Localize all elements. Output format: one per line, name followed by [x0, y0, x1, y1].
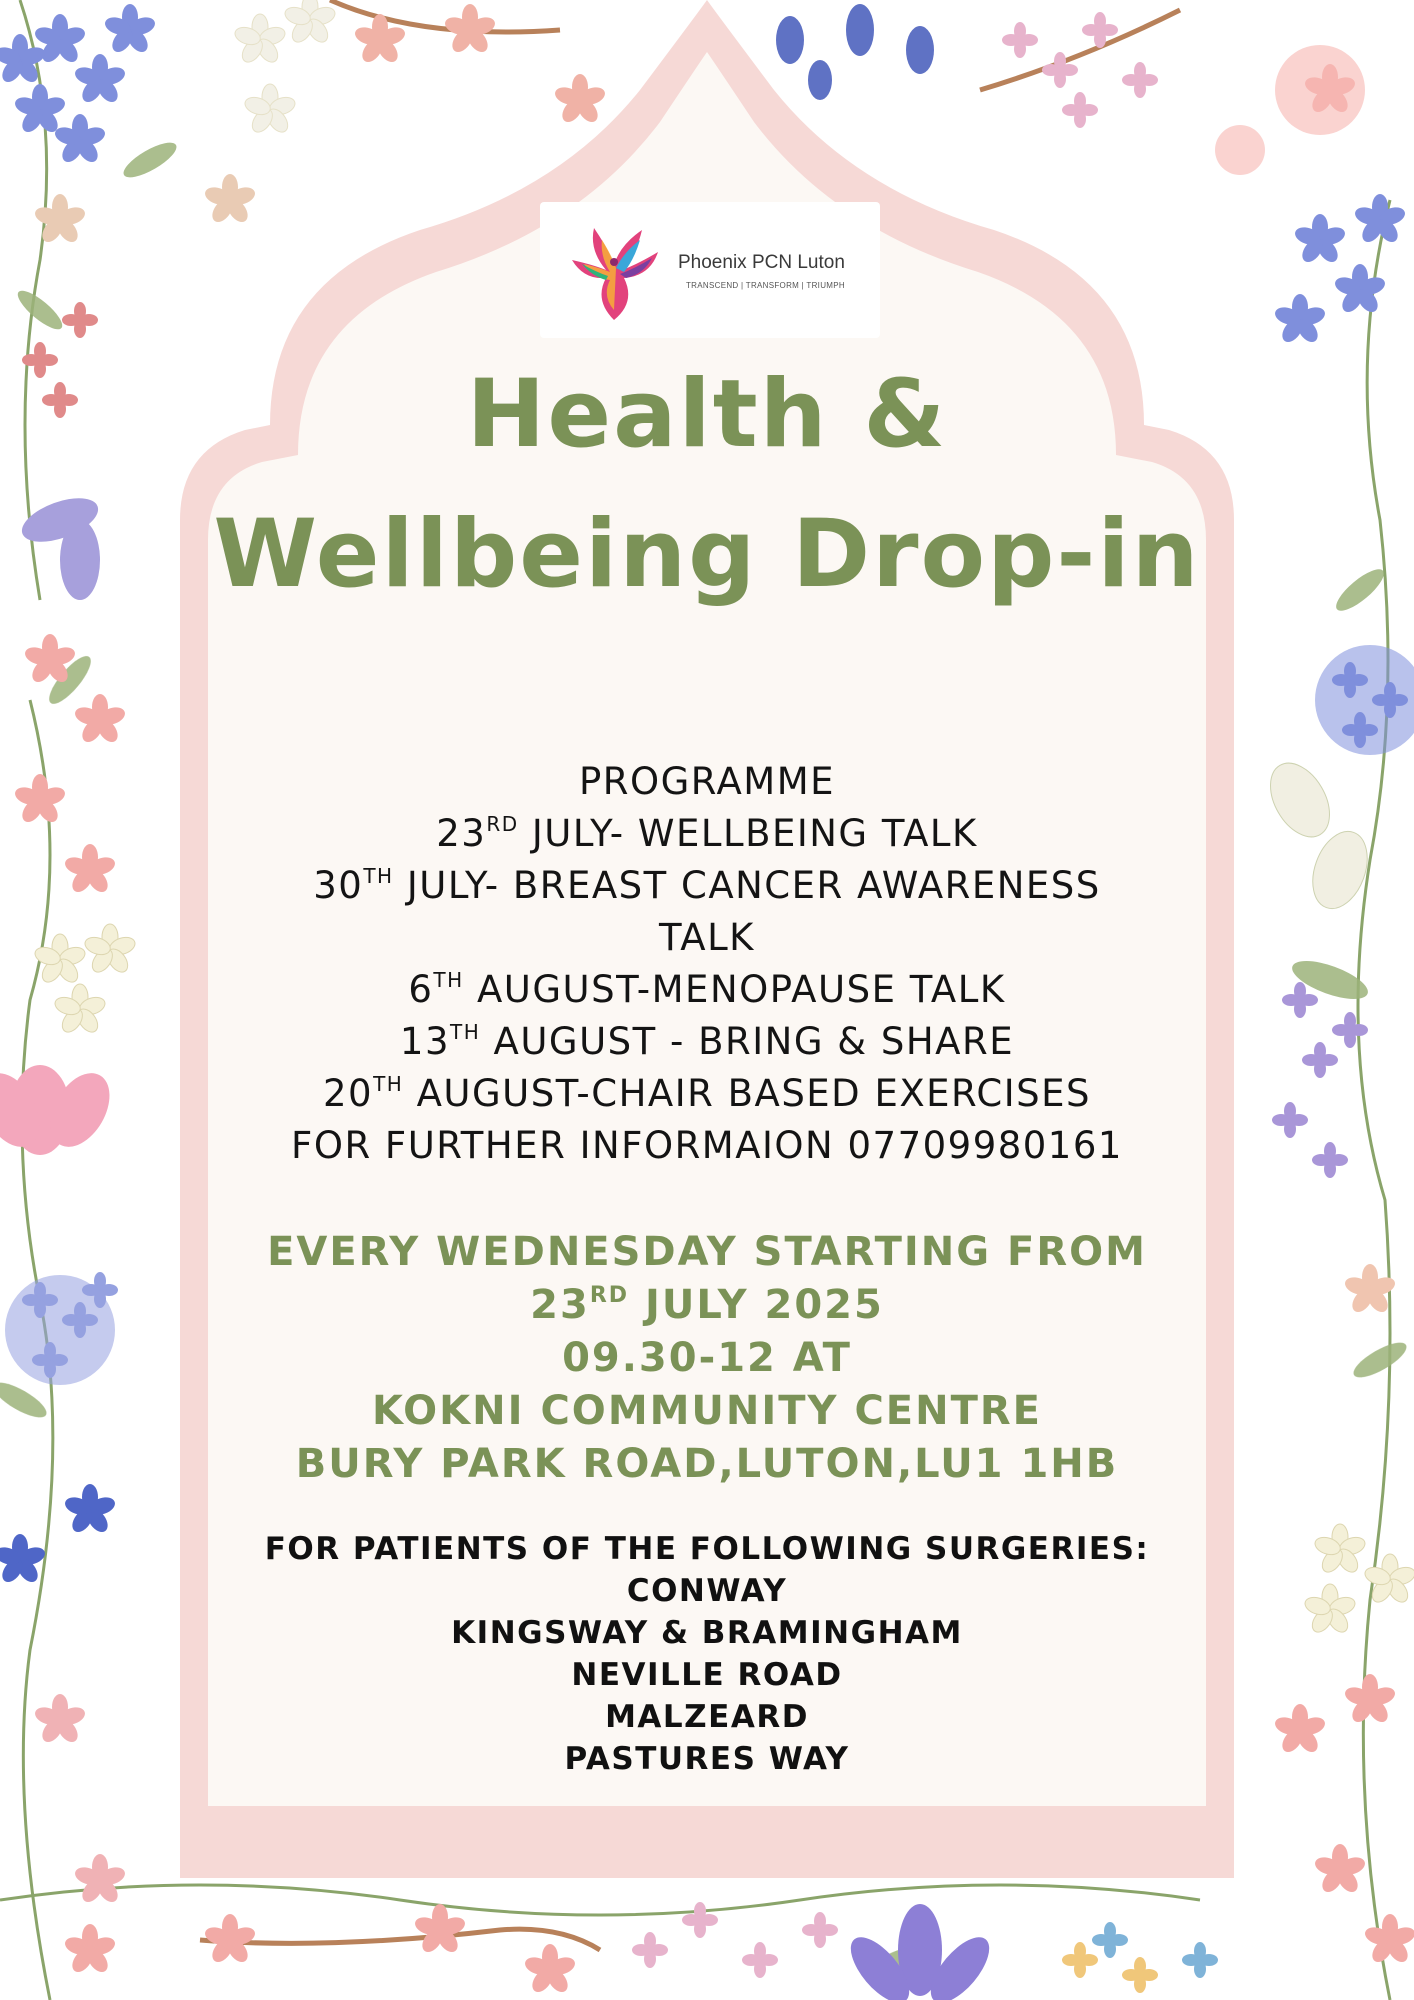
schedule-frequency: EVERY WEDNESDAY STARTING FROM — [267, 1229, 1147, 1275]
programme-item: TALK — [659, 916, 755, 959]
contact-info: FOR FURTHER INFORMAION 07709980161 — [291, 1124, 1123, 1167]
schedule-section — [200, 1226, 1214, 1491]
programme-item: 23RD JULY- WELLBEING TALK — [436, 812, 978, 855]
surgery-item: PASTURES WAY — [564, 1741, 850, 1777]
programme-item: 20TH AUGUST-CHAIR BASED EXERCISES — [322, 1072, 1092, 1115]
page-title-line-2: Wellbeing Drop-in — [213, 500, 1201, 609]
surgery-item: KINGSWAY & BRAMINGHAM — [451, 1615, 963, 1651]
programme-heading: PROGRAMME — [578, 760, 836, 803]
schedule-time: 09.30-12 AT — [562, 1335, 852, 1381]
programme-item: 13TH AUGUST - BRING & SHARE — [399, 1020, 1015, 1063]
programme-item: 6TH AUGUST-MENOPAUSE TALK — [408, 968, 1006, 1011]
surgeries-heading: FOR PATIENTS OF THE FOLLOWING SURGERIES: — [264, 1531, 1150, 1567]
page-title-line-1: Health & — [466, 360, 948, 469]
surgery-item: NEVILLE ROAD — [571, 1657, 843, 1693]
surgery-item: MALZEARD — [605, 1699, 809, 1735]
schedule-start-date: 23RD JULY 2025 — [530, 1282, 884, 1328]
surgery-item: CONWAY — [626, 1573, 788, 1609]
programme-section — [200, 756, 1214, 1172]
logo-name: Phoenix PCN Luton — [678, 252, 845, 273]
surgeries-section — [200, 1528, 1214, 1780]
logo — [540, 202, 880, 338]
schedule-venue: KOKNI COMMUNITY CENTRE — [371, 1388, 1043, 1434]
logo-tagline: TRANSCEND | TRANSFORM | TRIUMPH — [686, 281, 845, 290]
programme-item: 30TH JULY- BREAST CANCER AWARENESS — [313, 864, 1101, 907]
schedule-address: BURY PARK ROAD,LUTON,LU1 1HB — [295, 1441, 1119, 1487]
phoenix-logo-icon — [554, 210, 674, 330]
